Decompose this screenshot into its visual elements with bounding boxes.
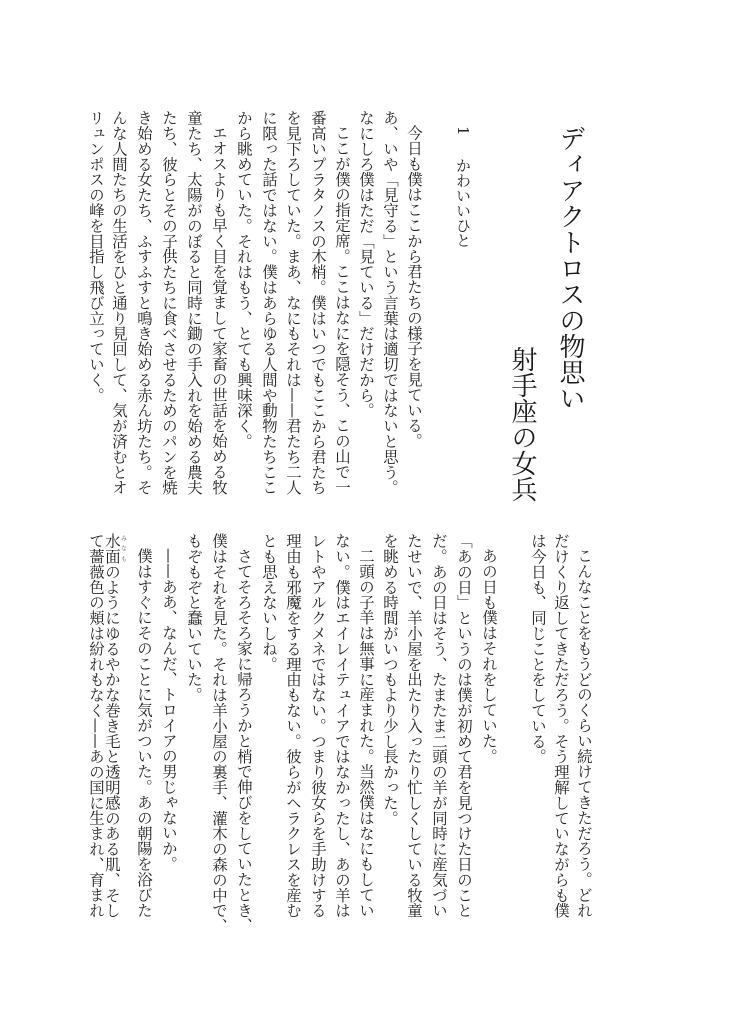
text-column: レトやアルクメネではない。つまり彼女らを手助けする	[309, 533, 327, 918]
text-column: 童たち、太陽がのぼると同時に鋤の手入れを始める農夫	[185, 110, 203, 495]
text-column: エオスよりも早く目を覚まして家畜の世話を始める牧	[210, 125, 228, 495]
text-column: さてそろそろ家に帰ろうかと梢で伸びをしていたとき、	[235, 548, 253, 934]
text-column: き始める女たち、ふすふすと鳴き始める赤ん坊たち。そ	[135, 110, 153, 495]
text-column: あの日も僕はそれをしていた。	[480, 548, 498, 764]
text-column: ない。僕はエイレイテュイアではなかったし、あの羊は	[333, 533, 351, 918]
text-column: 理由も邪魔をする理由もない。彼らがヘラクレスを産む	[284, 533, 302, 918]
text-column: 二頭の子羊は無事に産まれた。当然僕はなにもしてい	[357, 548, 375, 918]
text-column: 僕はすぐにそのことに気がついた。あの朝陽を浴びた	[135, 548, 153, 918]
text-column	[103, 533, 127, 919]
chapter-number: 1	[454, 126, 472, 136]
chapter-title: かわいいひと	[454, 158, 472, 248]
story-title: ディアクトロスの物思い	[555, 125, 585, 411]
text-column: ——ああ、なんだ、トロイアの男じゃないか。	[160, 548, 178, 872]
text-column: 「あの日」というのは僕が初めて君を見つけた日のこと	[455, 533, 473, 918]
text-column: もぞもぞと蠢いていた。	[185, 533, 203, 703]
text-column: は今日も、同じことをしている。	[529, 533, 547, 764]
ruby-base: 水面	[103, 533, 121, 564]
text-column: て薔薇色の頬は紛れもなく——あの国に生まれ、育まれ	[87, 533, 105, 918]
ruby-word	[103, 533, 127, 564]
ruby-reading: みなも	[119, 533, 127, 564]
text-column: たせいで、羊小屋を出たり入ったり忙しくしている牧童	[405, 533, 423, 918]
text-column: たち、彼らとその子供たちに食べさせるためのパンを焼	[160, 110, 178, 495]
text-column: から眺めていた。それはもう、とても興味深く。	[235, 110, 253, 449]
text-column: リュンポスの峰を目指し飛び立っていく。	[87, 110, 105, 403]
text-column: を見下ろしていた。まあ、なにもそれは——君たち二人	[284, 110, 302, 495]
text-column: に限った話ではない。僕はあらゆる人間や動物たちここ	[260, 110, 278, 495]
text-column: 今日も僕はここから君たちの様子を見ている。	[405, 125, 423, 449]
text-column: なにしろ僕はただ「見ている」だけだから。	[357, 110, 375, 418]
text-column: とも思えないしね。	[260, 533, 278, 672]
text-column: ここが僕の指定席。ここはなにを隠そう、この山で一	[333, 125, 351, 495]
text-column: んな人間たちの生活をひと通り見回して、気が済むとオ	[110, 110, 128, 495]
text-column: 番高いプラタノスの木梢。僕はいつでもここから君たち	[309, 110, 327, 495]
text-column: を眺める時間がいつもより少し長かった。	[381, 533, 399, 826]
text-column: だけくり返してきただろう。そう理解していながらも僕	[552, 533, 570, 918]
text-column: あ、いや「見守る」という言葉は適切ではないと思う。	[381, 110, 399, 495]
text-column: こんなことをもうどのくらい続けてきただろう。どれ	[575, 548, 593, 918]
text-column: 僕はそれを見た。それは羊小屋の裏手、灌木の森の中で、	[210, 533, 228, 934]
column-text: のようにゆるやかな巻き毛と透明感のある肌、そし	[103, 563, 121, 919]
story-subtitle: 射手座の女兵	[507, 346, 537, 502]
text-column: だ。あの日はそう、たまたま二頭の羊が同時に産気づい	[430, 533, 448, 918]
